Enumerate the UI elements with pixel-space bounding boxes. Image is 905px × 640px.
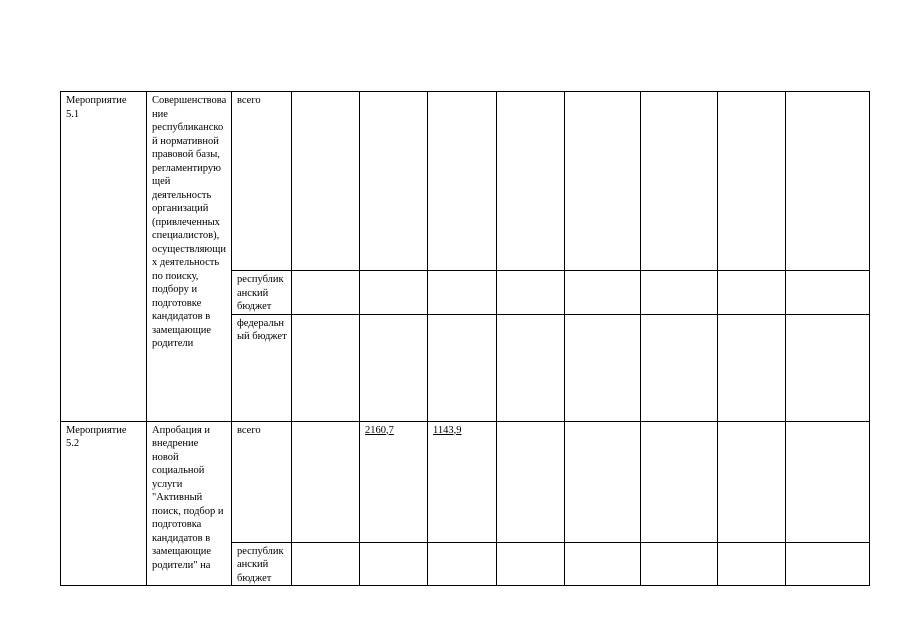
value-cell (786, 271, 870, 315)
funding-source: республиканский бюджет (232, 542, 292, 586)
value-cell (428, 92, 497, 271)
value-cell (497, 92, 565, 271)
value-cell (641, 271, 718, 315)
value-cell (428, 542, 497, 586)
funding-source: республиканский бюджет (232, 271, 292, 315)
value-cell (292, 421, 360, 542)
value-cell (360, 92, 428, 271)
value-cell (565, 314, 641, 421)
value-cell (497, 421, 565, 542)
value-cell (718, 421, 786, 542)
table-row (61, 92, 870, 271)
measure-description: Апробация и внедрение новой социальной услуги "Активный поиск, подбор и подготовка кандидатов в замещающие родители" на (147, 421, 232, 586)
value-cell (360, 271, 428, 315)
value-cell (292, 271, 360, 315)
value-cell (641, 542, 718, 586)
value-cell (786, 542, 870, 586)
value-cell: 2160,7 (360, 421, 428, 542)
measure-description: Совершенствование республиканской нормативной правовой базы, регламентирующей деятельность организаций (привлеченных специалистов), осуществляющих деятельность по поиску, подбору и подготовке кандидатов в замещающие родители (147, 92, 232, 422)
value-cell (641, 421, 718, 542)
value-cell (718, 314, 786, 421)
value-cell (360, 314, 428, 421)
value-cell (641, 314, 718, 421)
measure-label: Мероприятие 5.1 (61, 92, 147, 422)
value-cell (292, 314, 360, 421)
value-cell (786, 421, 870, 542)
value-cell (292, 92, 360, 271)
value-cell (786, 92, 870, 271)
value-cell (565, 542, 641, 586)
value-cell (718, 92, 786, 271)
value-cell (786, 314, 870, 421)
value-cell (497, 314, 565, 421)
funding-source: всего (232, 421, 292, 542)
funding-source: федеральный бюджет (232, 314, 292, 421)
value-cell (428, 314, 497, 421)
value-cell (718, 542, 786, 586)
value-cell: 1143,9 (428, 421, 497, 542)
budget-table (60, 91, 870, 586)
value-cell (565, 421, 641, 542)
value-cell (428, 271, 497, 315)
value-cell (641, 92, 718, 271)
value-cell (497, 271, 565, 315)
value-cell (497, 542, 565, 586)
value-cell (718, 271, 786, 315)
value-cell (565, 271, 641, 315)
funding-source: всего (232, 92, 292, 271)
value-cell (360, 542, 428, 586)
value-cell (565, 92, 641, 271)
value-cell (292, 542, 360, 586)
table-row (61, 421, 870, 542)
measure-label: Мероприятие 5.2 (61, 421, 147, 586)
